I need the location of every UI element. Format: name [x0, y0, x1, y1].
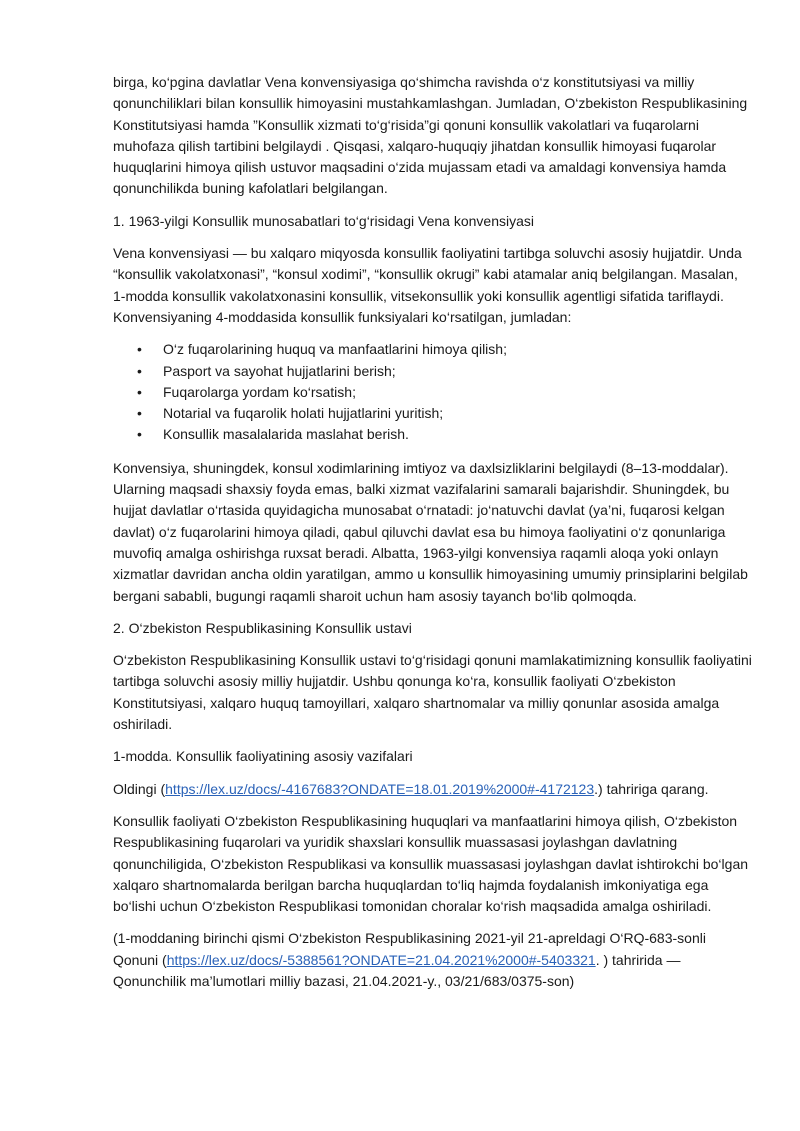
- amendment-law-link[interactable]: https://lex.uz/docs/-5388561?ONDATE=21.04.2021%2000#-5403321: [166, 951, 596, 968]
- amendment-suffix: . ) tahririda — Qonunchilik ma’lumotlari milliy bazasi, 21.04.2021-y., 03/21/683/0375-son): [113, 951, 681, 989]
- bullet-icon: •: [137, 383, 142, 400]
- list-item: [113, 339, 753, 360]
- list-item-text: O‘z fuqarolarining huquq va manfaatlarini himoya qilish;: [163, 341, 507, 358]
- section-heading-consular-charter: 2. O‘zbekiston Respublikasining Konsullik ustavi: [113, 619, 412, 636]
- list-item: [113, 382, 753, 403]
- article-1-paragraph: Konsullik faoliyati O‘zbekiston Respublikasining huquqlari va manfaatlarini himoya qilish, O‘zbekiston Respublikasining fuqarolari va yuridik shaxslari konsullik muassasasi joylashgan davlatning qonunchiligida, O‘zbekiston Respublikasi va konsullik muassasasi joylashgan davlat ishtirokchi bo‘lgan xalqaro shartnomalarda berilgan barcha huquqlardan to‘liq hajmda foydalanish imkoniyatiga ega bo‘lishi uchun O‘zbekiston Respublikasi tomonidan choralar ko‘rish maqsadida amalga oshiriladi.: [113, 812, 749, 915]
- section-heading-vienna-convention: 1. 1963-yilgi Konsullik munosabatlari to‘g‘risidagi Vena konvensiyasi: [113, 212, 535, 229]
- bullet-icon: •: [137, 405, 142, 422]
- previous-edition-suffix: .) tahririga qarang.: [594, 780, 709, 797]
- list-item-text: Konsullik masalalarida maslahat berish.: [163, 426, 409, 443]
- immunity-paragraph: Konvensiya, shuningdek, konsul xodimlarining imtiyoz va daxlsizliklarini belgilaydi (8–13-moddalar). Ularning maqsadi shaxsiy foyda emas, balki xizmat vazifalarini samarali bajarishdir. Shuningdek, bu hujjat davlatlar o‘rtasida quyidagicha munosabat o‘rnatadi: jo‘natuvchi davlat (ya’ni, fuqarosi kelgan davlat) o‘z fuqarolarini himoya qiladi, qabul qiluvchi davlat esa bu himoya faoliyatini o‘z qonunlariga muvofiq amalga oshirishga ruxsat beradi. Albatta, 1963-yilgi konvensiya raqamli aloqa yoki onlayn xizmatlar davridan ancha oldin yaratilgan, ammo u konsullik himoyasining umumiy prinsiplarini belgilab bergani sababli, bugungi raqamli sharoit uchun ham asosiy tayanch bo‘lib qolmoqda.: [113, 459, 748, 604]
- list-item: [113, 361, 753, 382]
- list-item-text: Notarial va fuqarolik holati hujjatlarini yuritish;: [163, 405, 444, 422]
- list-item-text: Pasport va sayohat hujjatlarini berish;: [163, 362, 396, 379]
- previous-edition-prefix: Oldingi (: [113, 780, 166, 797]
- document-page: [113, 72, 753, 1003]
- vienna-convention-paragraph: Vena konvensiyasi — bu xalqaro miqyosda konsullik faoliyatini tartibga soluvchi asosiy hujjatdir. Unda “konsullik vakolatxonasi”, “konsul xodimi”, “konsullik okrugi” kabi atamalar aniq belgilangan. Masalan, 1-modda konsullik vakolatxonasini konsullik, vitsekonsullik yoki konsullik agentligi sifatida tariflaydi. Konvensiyaning 4-moddasida konsullik funksiyalari ko‘rsatilgan, jumladan:: [113, 245, 742, 325]
- consular-charter-paragraph: O‘zbekiston Respublikasining Konsullik ustavi to‘g‘risidagi qonuni mamlakatimizning konsullik faoliyatini tartibga soluvchi asosiy milliy hujjatdir. Ushbu qonunga ko‘ra, konsullik faoliyati O‘zbekiston Konstitutsiyasi, xalqaro huquq tamoyillari, xalqaro shartnomalar va milliy qonunlar asosida amalga oshiriladi.: [113, 652, 752, 733]
- previous-edition-link[interactable]: https://lex.uz/docs/-4167683?ONDATE=18.01.2019%2000#-4172123: [165, 780, 595, 797]
- bullet-icon: •: [137, 341, 142, 358]
- bullet-icon: •: [137, 426, 142, 443]
- list-item: [113, 424, 753, 445]
- list-item-text: Fuqarolarga yordam ko‘rsatish;: [163, 383, 356, 400]
- article-1-heading: 1-modda. Konsullik faoliyatining asosiy vazifalari: [113, 748, 413, 765]
- previous-edition-note: [113, 779, 753, 800]
- bullet-icon: •: [137, 362, 142, 379]
- list-item: [113, 403, 753, 424]
- intro-paragraph: birga, ko‘pgina davlatlar Vena konvensiyasiga qo‘shimcha ravishda o‘z konstitutsiyasi va milliy qonunchiliklari bilan konsullik himoyasini mustahkamlashgan. Jumladan, O‘zbekiston Respublikasining Konstitutsiyasi hamda ”Konsullik xizmati to‘g‘risida”gi qonuni konsullik vakolatlari va fuqarolarni muhofaza qilish tartibini belgilaydi . Qisqasi, xalqaro-huquqiy jihatdan konsullik himoyasi fuqarolar huquqlarini himoya qilish ustuvor maqsadini o‘zida mujassam etadi va amaldagi konvensiya hamda qonunchilikda buning kafolatlari belgilangan.: [113, 74, 748, 197]
- amendment-note: [113, 928, 753, 992]
- consular-functions-list: [113, 339, 753, 445]
- amendment-prefix: (1-moddaning birinchi qismi O‘zbekiston Respublikasining 2021-yil 21-apreldagi O‘RQ-683-sonli Qonuni (: [113, 930, 706, 968]
